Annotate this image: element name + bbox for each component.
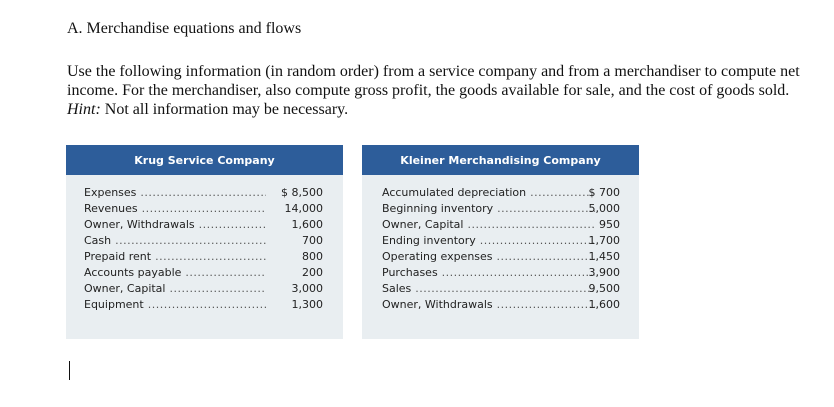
row-value: 1,450 bbox=[588, 250, 620, 263]
krug-service-company-table bbox=[66, 145, 343, 339]
table-row bbox=[66, 281, 343, 297]
row-label: Owner, Capital ..... bbox=[84, 281, 266, 297]
table-row bbox=[66, 265, 343, 281]
instructions-paragraph bbox=[67, 62, 807, 119]
table-row bbox=[66, 201, 343, 217]
table-body bbox=[362, 185, 639, 313]
row-value: 1,600 bbox=[588, 298, 620, 311]
table-row bbox=[362, 281, 639, 297]
row-label: Prepaid rent ..... bbox=[84, 249, 266, 265]
row-value: 950 bbox=[599, 218, 620, 231]
table-row bbox=[362, 233, 639, 249]
row-label: Operating expenses ..... bbox=[382, 249, 595, 265]
row-label: Cash ..... bbox=[84, 233, 266, 249]
table-title: Krug Service Company bbox=[66, 145, 343, 175]
row-value: $ 8,500 bbox=[281, 186, 323, 199]
table-row bbox=[362, 249, 639, 265]
table-row bbox=[66, 297, 343, 313]
table-row bbox=[66, 217, 343, 233]
row-label: Owner, Withdrawals ..... bbox=[84, 217, 266, 233]
row-label: Accumulated depreciation ..... bbox=[382, 185, 595, 201]
table-title: Kleiner Merchandising Company bbox=[362, 145, 639, 175]
row-label: Purchases ..... bbox=[382, 265, 595, 281]
row-label: Accounts payable ..... bbox=[84, 265, 266, 281]
hint-label: Hint: bbox=[67, 101, 101, 118]
row-value: 700 bbox=[302, 234, 323, 247]
table-row bbox=[362, 201, 639, 217]
table-row bbox=[66, 249, 343, 265]
row-value: 5,000 bbox=[588, 202, 620, 215]
row-value: 3,000 bbox=[291, 282, 323, 295]
table-row bbox=[362, 265, 639, 281]
row-label: Owner, Withdrawals ..... bbox=[382, 297, 595, 313]
row-label: Owner, Capital ..... bbox=[382, 217, 595, 233]
instructions-text: Use the following information (in random order) from a service company and from a merchandiser to compute net income. For the merchandiser, also compute gross profit, the goods available for sale, and the cost of goods sold. bbox=[67, 63, 800, 99]
kleiner-merchandising-company-table bbox=[362, 145, 639, 339]
row-label: Sales ..... bbox=[382, 281, 595, 297]
text-cursor[interactable] bbox=[69, 361, 70, 380]
row-value: 14,000 bbox=[284, 202, 323, 215]
table-row bbox=[66, 185, 343, 201]
row-value: $ 700 bbox=[588, 186, 620, 199]
row-label: Revenues ..... bbox=[84, 201, 266, 217]
row-value: 3,900 bbox=[588, 266, 620, 279]
table-row bbox=[362, 185, 639, 201]
table-body bbox=[66, 185, 343, 313]
row-label: Beginning inventory ..... bbox=[382, 201, 595, 217]
row-value: 200 bbox=[302, 266, 323, 279]
section-heading: A. Merchandise equations and flows bbox=[67, 20, 302, 37]
table-row bbox=[362, 297, 639, 313]
row-label: Ending inventory ..... bbox=[382, 233, 595, 249]
row-value: 1,700 bbox=[588, 234, 620, 247]
row-label: Equipment ..... bbox=[84, 297, 266, 313]
row-value: 800 bbox=[302, 250, 323, 263]
table-row bbox=[66, 233, 343, 249]
row-value: 1,300 bbox=[291, 298, 323, 311]
row-value: 1,600 bbox=[291, 218, 323, 231]
row-value: 9,500 bbox=[588, 282, 620, 295]
hint-text: Not all information may be necessary. bbox=[104, 101, 349, 118]
row-label: Expenses ..... bbox=[84, 185, 266, 201]
table-row bbox=[362, 217, 639, 233]
